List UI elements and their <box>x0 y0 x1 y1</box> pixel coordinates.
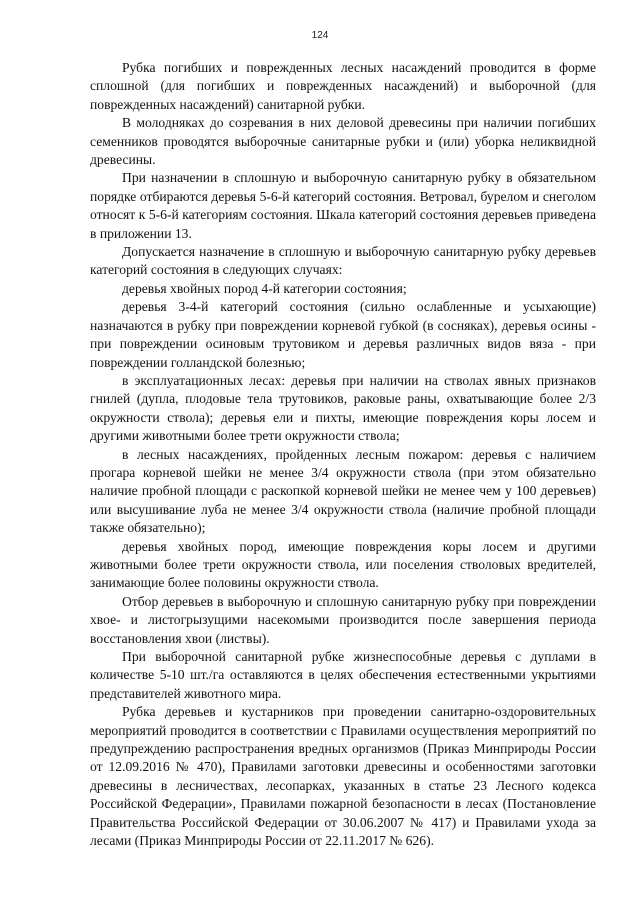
paragraph-insect-damage: Отбор деревьев в выборочную и сплошную санитарную рубку при повреждении хвое- и листогрызущими насекомыми производится после завершения периода восстановления хвои (листвы). <box>90 593 596 646</box>
paragraph-conifer-damage: деревья хвойных пород, имеющие повреждения коры лосем и другими животными более трети окружности ствола, или поселения стволовых вредителей, занимающие более половины окружности ствола. <box>90 538 596 591</box>
paragraph-felling-forms: Рубка погибших и поврежденных лесных насаждений проводится в форме сплошной (для погибших и поврежденных насаждений) и выборочной (для поврежденных насаждений) санитарной рубки. <box>90 60 596 112</box>
paragraph-categories-3-4: деревья 3-4-й категорий состояния (сильно ослабленные и усыхающие) назначаются в рубку при повреждении корневой губкой (в сосняках), деревья осины - при повреждении осиновым трутовиком и деревья различных видов вяза - при повреждении голландской болезнью; <box>90 299 596 370</box>
paragraph-conifers-category-4: деревья хвойных пород 4-й категории состояния; <box>122 280 407 296</box>
paragraph-young-stands: В молодняках до созревания в них деловой древесины при наличии погибших семенников проводятся выборочные санитарные рубки и (или) уборка неликвидной древесины. <box>90 115 596 168</box>
document-body <box>90 59 596 850</box>
page-number: 124 <box>311 30 329 41</box>
paragraph-fire-damaged: в лесных насаждениях, пройденных лесным пожаром: деревья с наличием прогара корневой шейки не менее 3/4 окружности ствола (при этом обязательно наличие пробной площади с раскопкой корневой шейки не менее чем у 100 деревьев) или высушивание луба не менее 3/4 окружности ствола (наличие пробной площади также обязательно); <box>90 446 596 536</box>
paragraph-regulations: Рубка деревьев и кустарников при проведении санитарно-оздоровительных мероприятий проводится в соответствии с Правилами осуществления мероприятий по предупреждению распространения вредных организмов (Приказ Минприроды России от 12.09.2016 № 470), Правилами заготовки древесины и особенностями заготовки древесины в лесничествах, лесопарках, указанных в статье 23 Лесного кодекса Российской Федерации», Правилами пожарной безопасности в лесах (Постановление Правительства Российской Федерации от 30.06.2007 № 417) и Правилами ухода за лесами (Приказ Минприроды России от 22.11.2017 № 626). <box>90 704 596 849</box>
paragraph-allowed-cases: Допускается назначение в сплошную и выборочную санитарную рубку деревьев категорий состояния в следующих случаях: <box>90 244 596 278</box>
paragraph-tree-categories: При назначении в сплошную и выборочную санитарную рубку в обязательном порядке отбираются деревья 5-6-й категорий состояния. Ветровал, бурелом и снеголом относят к 5-6-й категориям состояния. Шкала категорий состояния деревьев приведена в приложении 13. <box>90 170 596 241</box>
paragraph-exploitation-forests: в эксплуатационных лесах: деревья при наличии на стволах явных признаков гнилей (дупла, плодовые тела трутовиков, раковые раны, охватывающие более 2/3 окружности ствола); деревья ели и пихты, имеющие повреждения коры лосем и другими животными более трети окружности ствола; <box>90 372 596 444</box>
paragraph-hollow-trees: При выборочной санитарной рубке жизнеспособные деревья с дуплами в количестве 5-10 шт./га оставляются в целях обеспечения естественными укрытиями представителей животного мира. <box>90 649 596 701</box>
